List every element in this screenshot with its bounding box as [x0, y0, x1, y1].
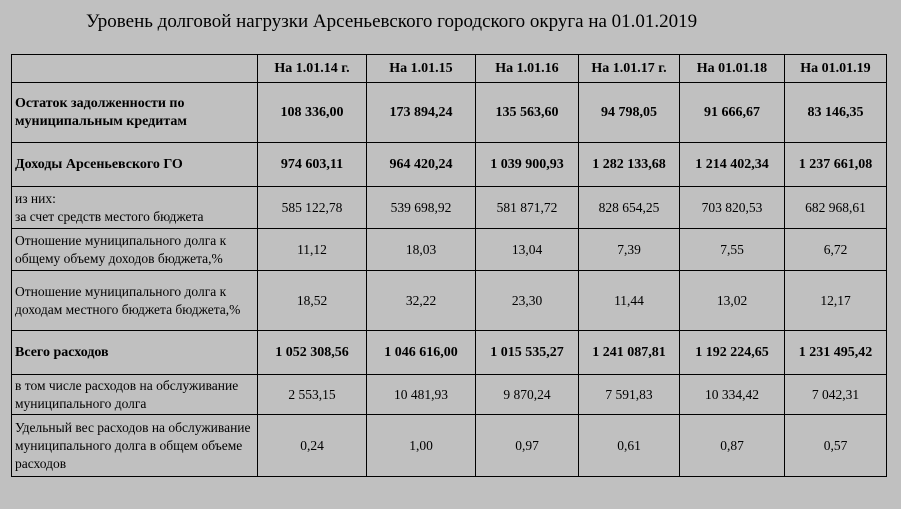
table-cell: 7,39 — [579, 229, 680, 271]
table-row — [12, 143, 887, 187]
table-cell: 18,52 — [258, 271, 367, 331]
table-cell: 1 052 308,56 — [258, 331, 367, 375]
table-cell: 539 698,92 — [367, 187, 476, 229]
table-row — [12, 83, 887, 143]
table-cell: 682 968,61 — [785, 187, 887, 229]
table-cell: 173 894,24 — [367, 83, 476, 143]
table-cell: 1 214 402,34 — [680, 143, 785, 187]
table-cell: 581 871,72 — [476, 187, 579, 229]
row-label: из них: за счет средств местого бюджета — [12, 187, 258, 229]
table-cell: 94 798,05 — [579, 83, 680, 143]
table-cell: 2 553,15 — [258, 375, 367, 415]
row-label: Отношение муниципального долга к доходам местного бюджета бюджета,% — [12, 271, 258, 331]
table-cell: 10 481,93 — [367, 375, 476, 415]
header-cell-label — [12, 55, 258, 83]
table-cell: 6,72 — [785, 229, 887, 271]
table-cell: 1 231 495,42 — [785, 331, 887, 375]
table-cell: 585 122,78 — [258, 187, 367, 229]
table-cell: 7 591,83 — [579, 375, 680, 415]
header-cell-2016: На 1.01.16 — [476, 55, 579, 83]
table-cell: 9 870,24 — [476, 375, 579, 415]
table-cell: 13,02 — [680, 271, 785, 331]
table-cell: 964 420,24 — [367, 143, 476, 187]
table-row — [12, 331, 887, 375]
table-cell: 1 282 133,68 — [579, 143, 680, 187]
table-cell: 32,22 — [367, 271, 476, 331]
header-cell-2018: На 01.01.18 — [680, 55, 785, 83]
table-row — [12, 375, 887, 415]
table-row — [12, 187, 887, 229]
table-cell: 703 820,53 — [680, 187, 785, 229]
header-cell-2019: На 01.01.19 — [785, 55, 887, 83]
table-cell: 0,87 — [680, 415, 785, 477]
table-cell: 1 015 535,27 — [476, 331, 579, 375]
row-label: Остаток задолженности по муниципальным кредитам — [12, 83, 258, 143]
table-cell: 1 192 224,65 — [680, 331, 785, 375]
table-cell: 7 042,31 — [785, 375, 887, 415]
table-cell: 974 603,11 — [258, 143, 367, 187]
table-cell: 1 046 616,00 — [367, 331, 476, 375]
table-cell: 828 654,25 — [579, 187, 680, 229]
table-cell: 83 146,35 — [785, 83, 887, 143]
table-cell: 11,44 — [579, 271, 680, 331]
row-label: Всего расходов — [12, 331, 258, 375]
table-cell: 1 241 087,81 — [579, 331, 680, 375]
table-cell: 1 039 900,93 — [476, 143, 579, 187]
table-cell: 108 336,00 — [258, 83, 367, 143]
table-row — [12, 229, 887, 271]
header-cell-2014: На 1.01.14 г. — [258, 55, 367, 83]
table-cell: 0,57 — [785, 415, 887, 477]
table-cell: 12,17 — [785, 271, 887, 331]
table-cell: 7,55 — [680, 229, 785, 271]
row-label: Удельный вес расходов на обслуживание муниципального долга в общем объеме расходов — [12, 415, 258, 477]
table-header-row — [12, 55, 887, 83]
table-cell: 1,00 — [367, 415, 476, 477]
table-cell: 91 666,67 — [680, 83, 785, 143]
row-label: Отношение муниципального долга к общему объему доходов бюджета,% — [12, 229, 258, 271]
table-row — [12, 415, 887, 477]
table-cell: 0,61 — [579, 415, 680, 477]
header-cell-2015: На 1.01.15 — [367, 55, 476, 83]
table-cell: 0,24 — [258, 415, 367, 477]
document-title: Уровень долговой нагрузки Арсеньевского городского округа на 01.01.2019 — [86, 11, 698, 32]
table-cell: 23,30 — [476, 271, 579, 331]
table-cell: 135 563,60 — [476, 83, 579, 143]
table-cell: 10 334,42 — [680, 375, 785, 415]
table-cell: 1 237 661,08 — [785, 143, 887, 187]
table-cell: 0,97 — [476, 415, 579, 477]
table-cell: 13,04 — [476, 229, 579, 271]
table-cell: 11,12 — [258, 229, 367, 271]
table-cell: 18,03 — [367, 229, 476, 271]
table-row — [12, 271, 887, 331]
row-label: в том числе расходов на обслуживание муниципального долга — [12, 375, 258, 415]
header-cell-2017: На 1.01.17 г. — [579, 55, 680, 83]
debt-load-table — [11, 54, 887, 477]
row-label: Доходы Арсеньевского ГО — [12, 143, 258, 187]
